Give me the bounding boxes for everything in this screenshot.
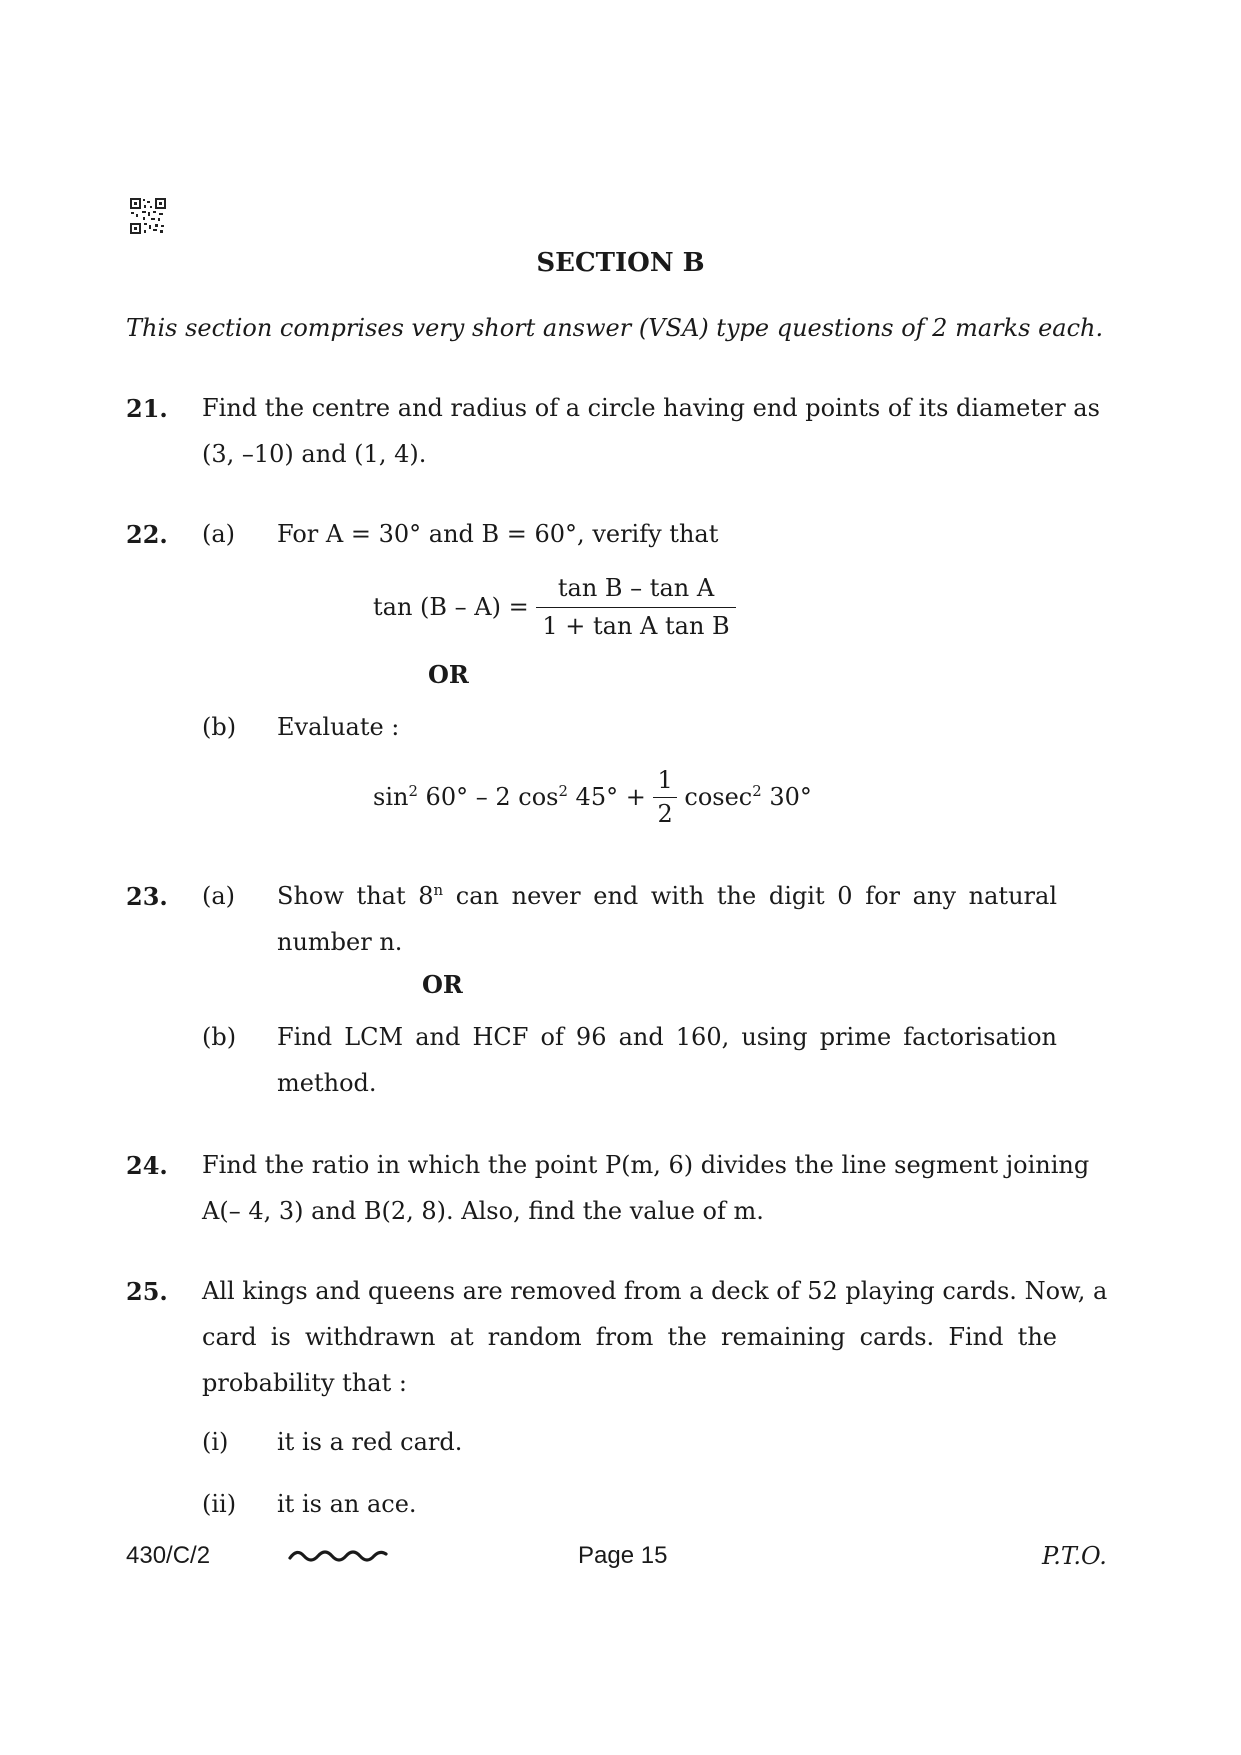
q25-line-2: card is withdrawn at random from the remaining cards. Find the bbox=[202, 1323, 1057, 1351]
section-title: SECTION B bbox=[536, 248, 705, 278]
question-number-23: 23. bbox=[126, 882, 168, 911]
q23-a-label: (a) bbox=[202, 882, 236, 910]
formula-lhs: tan (B – A) = bbox=[373, 592, 529, 621]
q22-a-label: (a) bbox=[202, 520, 236, 548]
q23-a-line-1: Show that 8$^n$ can never end with the digit 0 for any natural bbox=[277, 881, 1057, 910]
q25-line-3: probability that : bbox=[202, 1369, 407, 1397]
half-fraction: $\frac{1}{2}$ bbox=[653, 766, 676, 829]
q22-b-text: Evaluate : bbox=[277, 713, 400, 741]
wave-ornament bbox=[288, 1546, 388, 1566]
q22-a-text: For A = 30° and B = 60°, verify that bbox=[277, 520, 719, 548]
q23-a-line-2: number n. bbox=[277, 928, 403, 956]
page-number: Page 15 bbox=[578, 1542, 668, 1569]
q21-line-2: (3, –10) and (1, 4). bbox=[202, 440, 427, 468]
q23-b-line-1: Find LCM and HCF of 96 and 160, using prime factorisation bbox=[277, 1023, 1057, 1051]
qr-code bbox=[130, 198, 166, 234]
q25-ii-text: it is an ace. bbox=[277, 1490, 417, 1518]
q22-or: OR bbox=[428, 660, 469, 689]
q23-or: OR bbox=[422, 970, 463, 999]
formula-fraction bbox=[536, 574, 735, 641]
q23-b-line-2: method. bbox=[277, 1069, 377, 1097]
q24-line-1: Find the ratio in which the point P(m, 6) divides the line segment joining bbox=[202, 1151, 1090, 1179]
q22-a-formula bbox=[373, 574, 736, 641]
question-number-22: 22. bbox=[126, 520, 168, 549]
q22-b-expression: $\sin^2 60^\circ - 2$ $\cos^2 45^\circ$ + $\frac{1}{2}$ cosec$^2$ 30° bbox=[373, 766, 812, 828]
fraction-denominator: 1 + tan A tan B bbox=[542, 611, 730, 640]
section-intro: This section comprises very short answer (VSA) type questions of 2 marks each. bbox=[126, 314, 1104, 342]
paper-code: 430/C/2 bbox=[126, 1542, 211, 1569]
q21-line-1: Find the centre and radius of a circle having end points of its diameter as bbox=[202, 394, 1100, 422]
q22-b-label: (b) bbox=[202, 713, 237, 741]
q24-line-2: A(– 4, 3) and B(2, 8). Also, find the value of m. bbox=[202, 1197, 764, 1225]
question-number-21: 21. bbox=[126, 394, 168, 423]
q25-i-text: it is a red card. bbox=[277, 1428, 463, 1456]
q25-line-1: All kings and queens are removed from a deck of 52 playing cards. Now, a bbox=[202, 1277, 1108, 1305]
q23-b-label: (b) bbox=[202, 1023, 237, 1051]
question-number-24: 24. bbox=[126, 1151, 168, 1180]
question-number-25: 25. bbox=[126, 1277, 168, 1306]
q25-i-label: (i) bbox=[202, 1428, 229, 1456]
fraction-numerator: tan B – tan A bbox=[536, 574, 735, 608]
q25-ii-label: (ii) bbox=[202, 1490, 237, 1518]
pto-label: P.T.O. bbox=[1042, 1542, 1107, 1570]
